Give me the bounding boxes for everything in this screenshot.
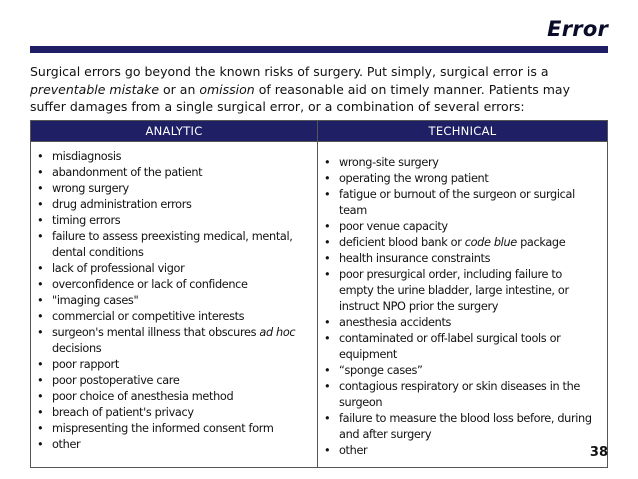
list-item: • overconfidence or lack of confidence (37, 277, 313, 293)
list-item: • other (324, 443, 599, 459)
analytic-list (37, 149, 313, 453)
intro-emphasis-2: omission (199, 81, 255, 97)
list-item: • "imaging cases" (37, 293, 313, 309)
header-analytic: ANALYTIC (145, 124, 203, 138)
list-item-text: surgeon's mental illness that obscures (52, 326, 260, 339)
technical-list (324, 155, 599, 459)
list-item: • poor postoperative care (37, 373, 313, 389)
list-item-text: decisions (52, 342, 102, 355)
list-item: • failure to measure the blood loss before, during and after surgery (324, 411, 599, 443)
errors-table (30, 120, 608, 468)
list-item: • health insurance constraints (324, 251, 599, 267)
list-item: • abandonment of the patient (37, 165, 313, 181)
table-header-row (31, 121, 607, 141)
header-divider (31, 141, 607, 142)
title-rule (30, 46, 608, 53)
list-item-emphasis: ad hoc (259, 326, 296, 339)
intro-text-1: Surgical errors go beyond the known risks of surgery. Put simply, surgical error is a (30, 64, 549, 79)
list-item: • poor presurgical order, including failure to empty the urine bladder, large intestine, or instruct NPO prior the surgery (324, 267, 599, 315)
list-item-text: deficient blood bank or (339, 236, 465, 249)
list-item: • other (37, 437, 313, 453)
column-divider (317, 121, 318, 467)
slide-title: Error (547, 17, 608, 41)
list-item: • wrong surgery (37, 181, 313, 197)
list-item: • breach of patient's privacy (37, 405, 313, 421)
list-item: • timing errors (37, 213, 313, 229)
list-item: • poor rapport (37, 357, 313, 373)
list-item: • failure to assess preexisting medical, mental, dental conditions (37, 229, 313, 261)
list-item-emphasis: code blue (464, 236, 517, 249)
intro-emphasis-1: preventable mistake (30, 81, 160, 97)
list-item: • fatigue or burnout of the surgeon or surgical team (324, 187, 599, 219)
list-item: • contaminated or off-label surgical tools or equipment (324, 331, 599, 363)
list-item: • lack of professional vigor (37, 261, 313, 277)
list-item: • contagious respiratory or skin diseases in the surgeon (324, 379, 599, 411)
list-item: • mispresenting the informed consent form (37, 421, 313, 437)
list-item-text: package (516, 236, 566, 249)
page-number: 38 (589, 445, 608, 460)
list-item: • anesthesia accidents (324, 315, 599, 331)
list-item (324, 235, 599, 251)
intro-paragraph (30, 63, 608, 116)
list-item: • drug administration errors (37, 197, 313, 213)
list-item: • wrong-site surgery (324, 155, 599, 171)
list-item: • commercial or competitive interests (37, 309, 313, 325)
list-item: • poor venue capacity (324, 219, 599, 235)
header-technical: TECHNICAL (428, 124, 497, 138)
list-item: • misdiagnosis (37, 149, 313, 165)
list-item: • “sponge cases” (324, 363, 599, 379)
list-item (37, 325, 313, 357)
intro-text-2: or an (159, 81, 200, 97)
intro-text-3: of reasonable aid on timely manner. Patients may suffer damages from a single surgical error, or a combination of several errors: (30, 81, 570, 114)
list-item: • poor choice of anesthesia method (37, 389, 313, 405)
list-item: • operating the wrong patient (324, 171, 599, 187)
